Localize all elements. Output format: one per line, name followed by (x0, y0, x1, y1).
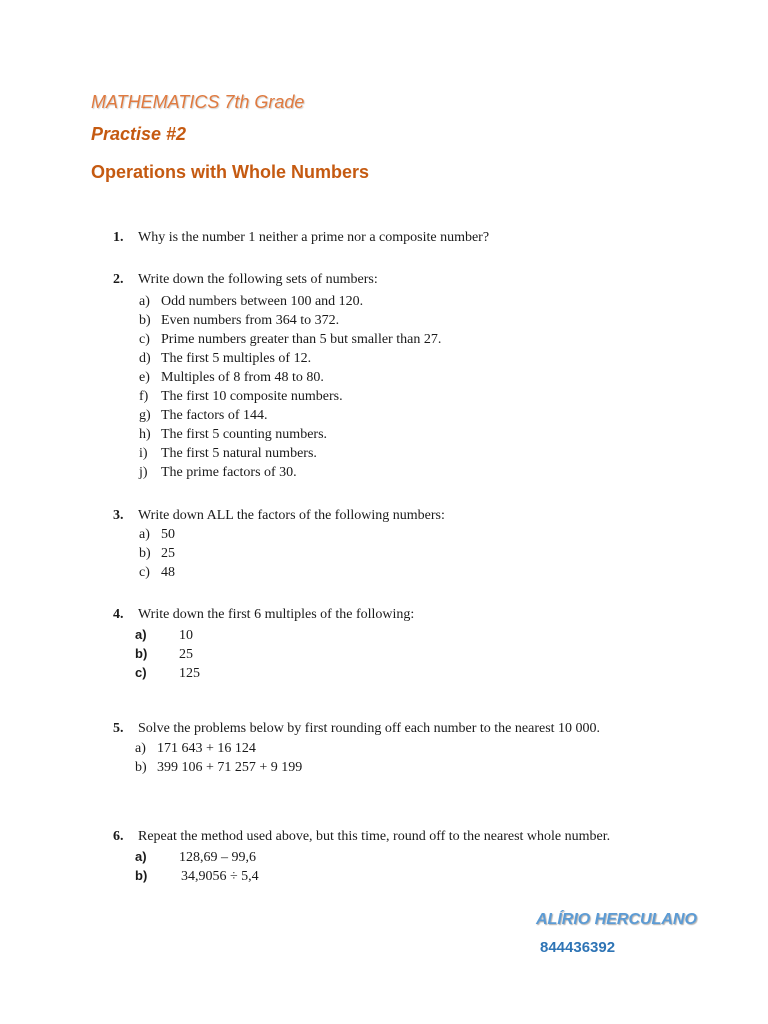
list-item: c) 125 (135, 665, 200, 681)
topic-heading: Operations with Whole Numbers (91, 162, 370, 182)
question-number: 4. (113, 607, 124, 622)
question-number: 5. (113, 721, 124, 736)
list-item: i) The first 5 natural numbers. (139, 446, 317, 461)
question-text: Write down the first 6 multiples of the following: (138, 607, 415, 622)
question-2 (113, 270, 378, 289)
question-number: 3. (113, 508, 124, 523)
question-text: Solve the problems below by first rounding off each number to the nearest 10 000. (138, 721, 601, 736)
phone-number: 844436392 (540, 939, 616, 956)
list-item: b) 399 106 + 71 257 + 9 199 (135, 760, 303, 775)
list-item: e) Multiples of 8 from 48 to 80. (139, 370, 324, 385)
list-item: a) 10 (135, 627, 193, 643)
author-name: ALÍRIO HERCULANO (536, 911, 697, 928)
list-item: h) The first 5 counting numbers. (139, 427, 328, 442)
list-item: j) The prime factors of 30. (139, 465, 297, 480)
list-item: d) The first 5 multiples of 12. (139, 351, 312, 366)
list-item: a) 128,69 – 99,6 (135, 849, 256, 865)
list-item: a) 171 643 + 16 124 (135, 741, 256, 756)
question-number: 2. (113, 272, 124, 287)
list-item: f) The first 10 composite numbers. (139, 389, 343, 404)
question-4 (113, 605, 414, 624)
question-number: 6. (113, 829, 124, 844)
question-1 (113, 228, 489, 247)
question-number: 1. (113, 230, 124, 245)
question-text: Repeat the method used above, but this time, round off to the nearest whole number. (138, 829, 611, 844)
list-item: a) Odd numbers between 100 and 120. (139, 294, 364, 309)
practice-title: Practise #2 (91, 124, 187, 144)
list-item: c) Prime numbers greater than 5 but smaller than 27. (139, 332, 442, 347)
question-3 (113, 506, 445, 525)
question-text: Why is the number 1 neither a prime nor a composite number? (138, 230, 490, 245)
list-item: b) 34,9056 ÷ 5,4 (135, 868, 259, 884)
question-6 (113, 827, 610, 846)
list-item: b) Even numbers from 364 to 372. (139, 313, 340, 328)
list-item: g) The factors of 144. (139, 408, 268, 423)
subject-title: MATHEMATICS 7th Grade (91, 92, 305, 112)
list-item: b) 25 (135, 646, 193, 662)
list-item: a) 50 (139, 527, 175, 542)
list-item: b) 25 (139, 546, 175, 561)
question-text: Write down ALL the factors of the following numbers: (138, 508, 445, 523)
question-5 (113, 719, 600, 738)
question-text: Write down the following sets of numbers: (138, 272, 378, 287)
list-item: c) 48 (139, 565, 175, 580)
